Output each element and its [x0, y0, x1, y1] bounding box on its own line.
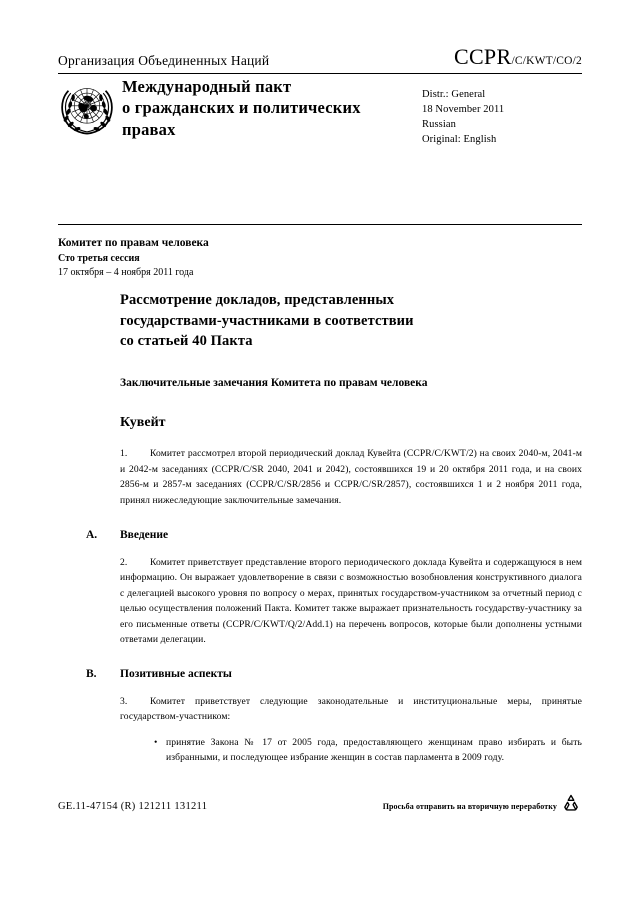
page-title-line-2: государствами-участниками в соответствии [120, 312, 414, 329]
job-number: GE.11-47154 (R) 121211 131211 [58, 800, 208, 812]
session-name: Сто третья сессия [58, 252, 140, 264]
page-footer [58, 798, 582, 814]
section-heading-a [86, 529, 582, 541]
paragraph-1-number: 1. [120, 448, 128, 460]
document-symbol-main: CCPR [453, 44, 512, 69]
instrument-title-line-2: о гражданских и политических [122, 98, 361, 118]
page-title-line-1: Рассмотрение докладов, представленных [120, 292, 395, 308]
instrument-title-line-3: правах [122, 119, 176, 139]
page-title-line-3: со статьей 40 Пакта [120, 333, 253, 350]
list-item [154, 735, 582, 766]
paragraph-2 [120, 555, 582, 648]
document-symbol [454, 44, 582, 71]
section-b-label: Позитивные аспекты [120, 667, 232, 680]
distribution-info [422, 74, 582, 148]
section-divider-rule [58, 224, 582, 225]
paragraph-3 [120, 694, 582, 725]
distribution-date: 18 November 2011 [422, 103, 505, 115]
section-b-letter: B. [86, 667, 97, 680]
country-heading: Кувейт [120, 414, 166, 430]
recycle-notice-text: Просьба отправить на вторичную переработку [382, 801, 557, 811]
un-emblem [58, 78, 116, 136]
recycle-icon [560, 792, 582, 814]
distribution-type: Distr.: General [422, 89, 486, 100]
committee-name: Комитет по правам человека [58, 237, 209, 249]
bullet-icon: • [154, 736, 158, 748]
list-item-text: принятие Закона № 17 от 2005 года, предоставляющего женщинам право избирать и быть избранными, и последующее избрание женщин в состав парламента в 2009 году. [166, 736, 582, 764]
paragraph-2-number: 2. [120, 556, 128, 568]
document-subtitle: Заключительные замечания Комитета по правам человека [120, 376, 428, 389]
session-dates: 17 октября – 4 ноября 2011 года [58, 266, 194, 278]
masthead [58, 44, 582, 74]
masthead-row [58, 44, 582, 71]
paragraph-2-text: Комитет приветствует представление второго периодического доклада Кувейта и содержащуюся в нем информацию. Он выражает удовлетворение в связи с возможностью возобновления конструктивного диалога с делегацией высокого уровня по вопросу о мерах, принятых государством-участником за отчетный период с целью осуществления положений Пакта. Комитет также выражает признательность государству-участнику за его письменные ответы (CCPR/C/KWT/Q/2/Add.1) на перечень вопросов, которые были дополнены устными ответами делегации. [120, 556, 582, 646]
section-heading-b [86, 668, 582, 680]
instrument-title [122, 74, 422, 140]
section-a-label: Введение [120, 528, 169, 541]
positive-aspects-list [154, 735, 582, 766]
document-symbol-sub: /C/KWT/CO/2 [511, 55, 582, 67]
page-title [120, 290, 582, 352]
distribution-original: Original: English [422, 133, 497, 145]
paragraph-3-number: 3. [120, 695, 128, 707]
committee-block [58, 236, 582, 280]
instrument-title-line-1: Международный пакт [122, 77, 292, 96]
organization-name: Организация Объединенных Наций [58, 53, 270, 69]
recycle-notice [383, 798, 582, 814]
paragraph-1-text: Комитет рассмотрел второй периодический доклад Кувейта (CCPR/C/KWT/2) на своих 2040-м, 2041-м и 2042-м заседаниях (CCPR/C/SR 2040, 2041 и 2042), состоявшихся 19 и 20 октября 2011 года, и на своих 2856-м и 2857-м заседаниях (CCPR/C/SR/2856 и CCPR/C/SR/2857), состоявшихся 1 и 2 ноября 2011 года, принял нижеследующие заключительные замечания. [120, 448, 582, 507]
section-a-letter: A. [86, 528, 98, 541]
document-body [58, 290, 582, 766]
paragraph-3-text: Комитет приветствует следующие законодательные и институциональные меры, принятые государством-участником: [120, 695, 582, 723]
paragraph-1 [120, 446, 582, 508]
distribution-language: Russian [422, 118, 456, 130]
title-block [58, 74, 582, 148]
